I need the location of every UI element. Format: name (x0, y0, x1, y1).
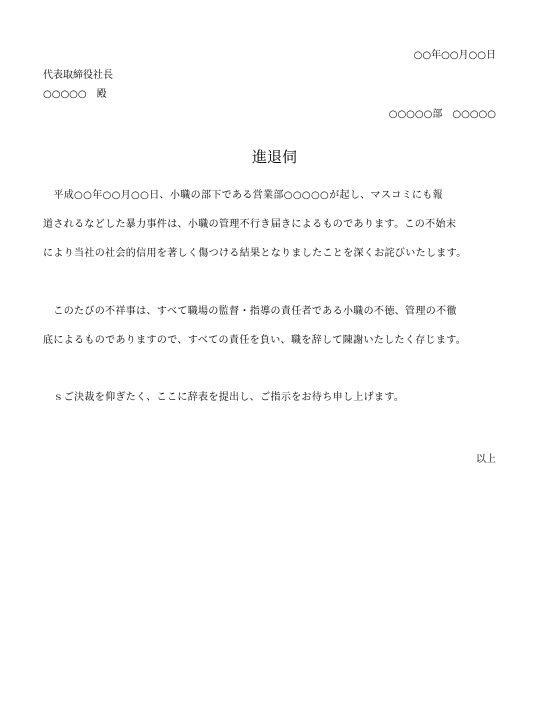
paragraph-2-line-1: このたびの不祥事は、すべて職場の監督・指導の責任者である小職の不徳、管理の不徹 (43, 306, 457, 317)
recipient-name: ○○○○○ 殿 (43, 89, 107, 100)
closing-text: 以上 (476, 454, 496, 465)
paragraph-1-line-3: により当社の社会的信用を著しく傷つける結果となりましたことを深くお詫びいたします。 (43, 248, 467, 259)
paragraph-1-line-2: 道されるなどした暴力事件は、小職の管理不行き届きによるものであります。この不始末 (43, 219, 457, 230)
document-date: ○○年○○月○○日 (413, 50, 496, 61)
sender-name: ○○○○○部 ○○○○○ (388, 109, 496, 120)
recipient-title: 代表取締役社長 (43, 70, 113, 81)
paragraph-3-line-1: ｓご決裁を仰ぎたく、ここに辞表を提出し、ご指示をお待ち申し上げます。 (43, 392, 405, 403)
paragraph-2-line-2: 底によるものでありますので、すべての責任を負い、職を辞して陳謝いたしたく存じます。 (43, 335, 467, 346)
document-title: 進退伺 (251, 148, 297, 166)
paragraph-1-line-1: 平成○○年○○月○○日、小職の部下である営業部○○○○○が起し、マスコミにも報 (43, 190, 443, 201)
